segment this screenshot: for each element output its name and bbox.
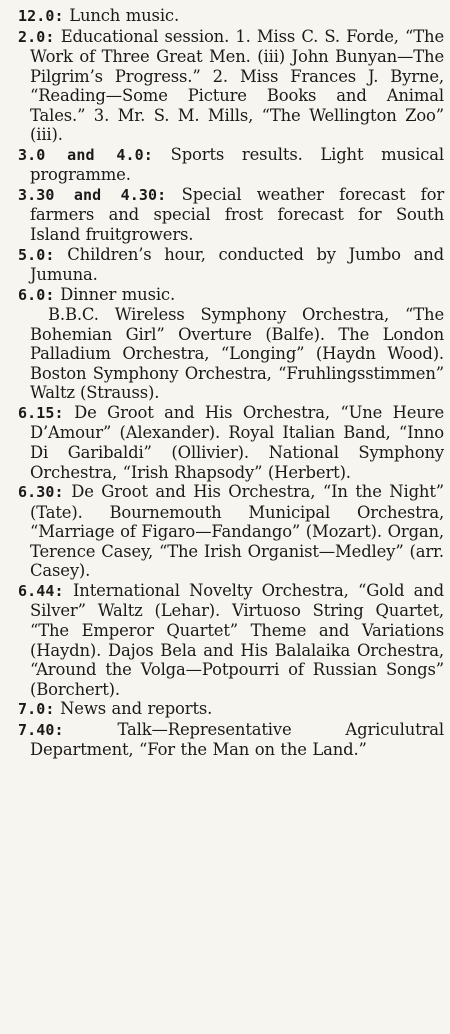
programme-entry-615 <box>0 403 444 482</box>
entry-time: 6.15: <box>18 403 64 422</box>
programme-entry-500 <box>0 245 444 285</box>
programme-entry-644 <box>0 581 444 699</box>
programme-entry-330-430 <box>0 185 444 245</box>
entry-time: 6.44: <box>18 581 64 600</box>
programme-entry-600-detail <box>0 305 444 403</box>
programme-entry-740 <box>0 720 444 760</box>
entry-text: B.B.C. Wireless Symphony Orchestra, “The Bohemian Girl” Overture (Balfe). The London Palladium Orchestra, “Longing” (Haydn Wood). Boston Symphony Orchestra, “Fruhlingsstimmen” Waltz (Strauss). <box>30 305 444 403</box>
entry-time: 6.30: <box>18 483 64 502</box>
entry-text: Lunch music. <box>69 6 180 25</box>
entry-text: International Novelty Orchestra, “Gold and Silver” Waltz (Lehar). Virtuoso String Quartet, “The Emperor Quartet” Theme and Variations (Haydn). Dajos Bela and His Balalaika Orchestra, “Around the Volga—Potpourri of Russian Songs” (Borchert). <box>30 580 445 699</box>
entry-text: Educational session. 1. Miss C. S. Forde, “The Work of Three Great Men. (iii) John Bunyan—The Pilgrim’s Progress.” 2. Miss Frances J. Byrne, “Reading—Some Picture Books and Animal Tales.” 3. Mr. S. M. Mills, “The Wellington Zoo” (iii). <box>30 26 444 145</box>
entry-text: Talk—Representative Agriculutral Department, “For the Man on the Land.” <box>30 719 445 760</box>
entry-text: De Groot and His Orchestra, “Une Heure D’Amour” (Alexander). Royal Italian Band, “Inno Di Garibaldi” (Ollivier). National Symphony Orchestra, “Irish Rhapsody” (Herbert). <box>30 402 445 482</box>
entry-text: News and reports. <box>60 699 213 719</box>
entry-time: 7.40: <box>18 720 64 739</box>
entry-text: Dinner music. <box>60 284 176 304</box>
entry-time: 5.0: <box>18 245 55 264</box>
entry-time: 6.0: <box>18 285 55 304</box>
entry-text: Children’s hour, conducted by Jumbo and Jumuna. <box>30 244 444 285</box>
entry-time: 12.0: <box>18 7 64 25</box>
programme-entry-700 <box>0 699 444 720</box>
programme-entry-200 <box>0 27 444 145</box>
entry-text: Sports results. Light musical programme. <box>30 144 444 185</box>
entry-time: 3.30 and 4.30: <box>18 185 167 204</box>
programme-entry-1200 <box>0 6 444 27</box>
programme-entry-600 <box>0 285 444 306</box>
entry-time: 3.0 and 4.0: <box>18 145 153 164</box>
entry-text: De Groot and His Orchestra, “In the Night” (Tate). Bournemouth Municipal Orchestra, “Marriage of Figaro—Fandango” (Mozart). Organ, Terence Casey, “The Irish Organist—Medley” (arr. Casey). <box>30 482 444 581</box>
programme-entry-300-400 <box>0 145 444 185</box>
entry-text: Special weather forecast for farmers and special frost forecast for South Island fruitgrowers. <box>30 184 444 245</box>
entry-time: 7.0: <box>18 700 55 719</box>
programme-entry-630 <box>0 482 444 581</box>
entry-time: 2.0: <box>18 27 55 46</box>
